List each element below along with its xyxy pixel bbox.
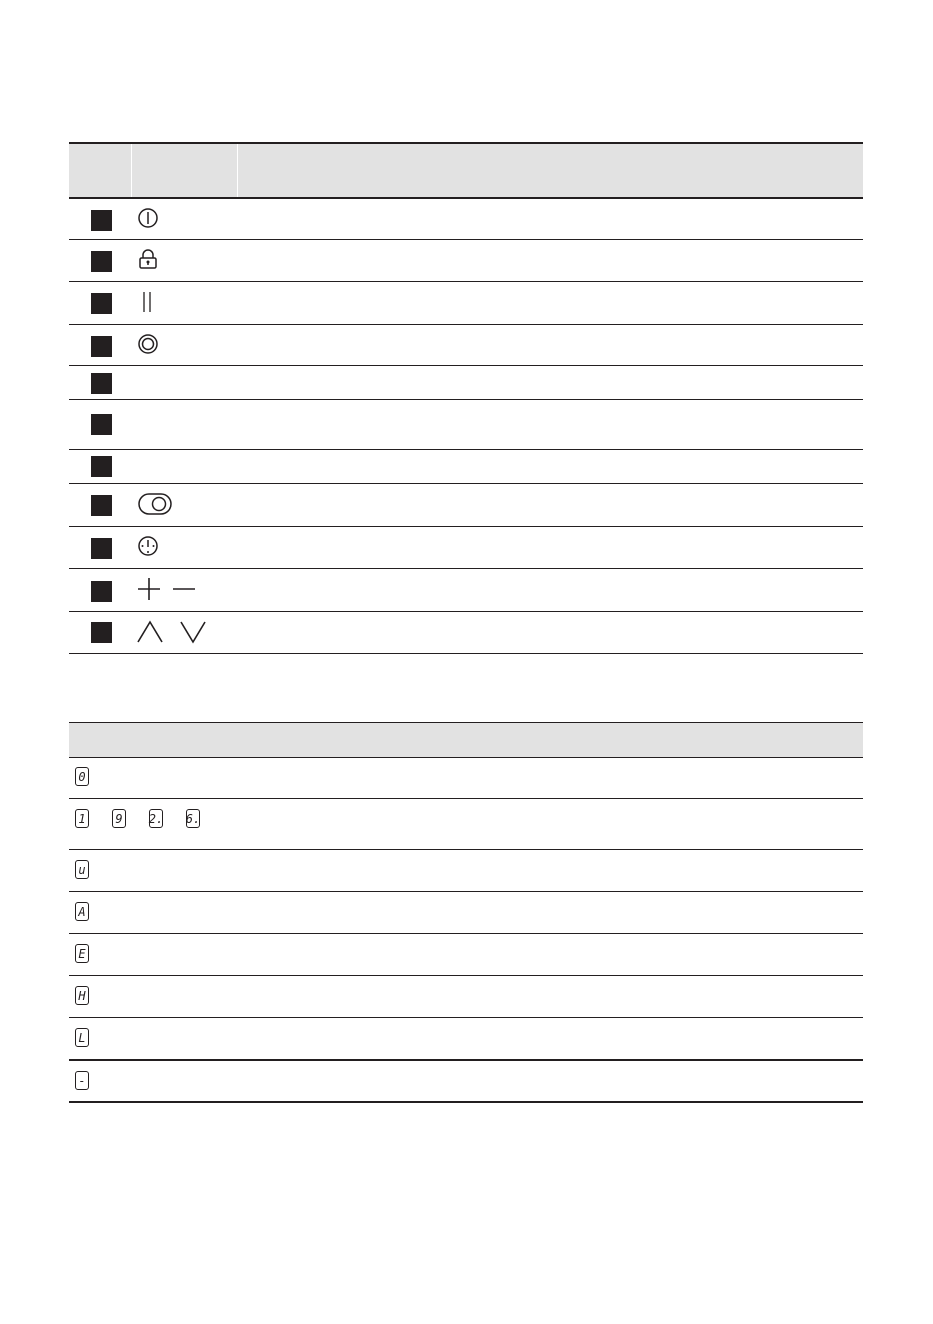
table-row (69, 612, 863, 654)
table-row (69, 366, 863, 400)
row-number-box (91, 373, 112, 394)
display-digit: - (75, 1071, 89, 1090)
display-digit: 9 (112, 809, 126, 828)
table-row (69, 484, 863, 527)
up-down-icon (137, 619, 207, 645)
row-number-box (91, 293, 112, 314)
display-symbols (75, 1028, 112, 1047)
display-symbols (75, 767, 112, 786)
table-row (69, 892, 863, 934)
row-number-box (91, 622, 112, 643)
display-digit: H (75, 986, 89, 1005)
double-zone-icon (137, 333, 159, 355)
row-number-box (91, 581, 112, 602)
table-row (69, 799, 863, 850)
table-row (69, 282, 863, 325)
display-digit: 6. (186, 809, 200, 828)
table-row (69, 1018, 863, 1061)
display-symbols (75, 1071, 112, 1090)
display-symbols (75, 860, 112, 879)
table-row (69, 1061, 863, 1103)
display-digit: A (75, 902, 89, 921)
display-symbols (75, 809, 223, 828)
table-row (69, 400, 863, 450)
row-number-box (91, 456, 112, 477)
display-digit: 2. (149, 809, 163, 828)
table-header (69, 144, 863, 199)
display-digit: 0 (75, 767, 89, 786)
table-row (69, 850, 863, 892)
row-number-box (91, 210, 112, 231)
table-row (69, 527, 863, 569)
display-symbols (75, 944, 112, 963)
row-number-box (91, 414, 112, 435)
display-digit: 1 (75, 809, 89, 828)
row-number-box (91, 495, 112, 516)
table-row (69, 450, 863, 484)
table-row (69, 569, 863, 612)
display-table (69, 722, 863, 1103)
pause-icon (137, 290, 159, 314)
table-row (69, 934, 863, 976)
display-digit: u (75, 860, 89, 879)
display-symbols (75, 902, 112, 921)
row-number-box (91, 251, 112, 272)
display-digit: L (75, 1028, 89, 1047)
table-row (69, 758, 863, 799)
lock-icon (137, 248, 159, 270)
table-header (69, 723, 863, 758)
row-number-box (91, 336, 112, 357)
table-row (69, 199, 863, 240)
table-row (69, 976, 863, 1018)
display-digit: E (75, 944, 89, 963)
timer-icon (137, 535, 159, 557)
table-row (69, 325, 863, 366)
table-row (69, 240, 863, 282)
row-number-box (91, 538, 112, 559)
on-off-icon (137, 207, 159, 229)
bridge-icon (137, 492, 173, 516)
plus-minus-icon (137, 577, 199, 601)
control-panel-table (69, 142, 863, 654)
display-symbols (75, 986, 112, 1005)
